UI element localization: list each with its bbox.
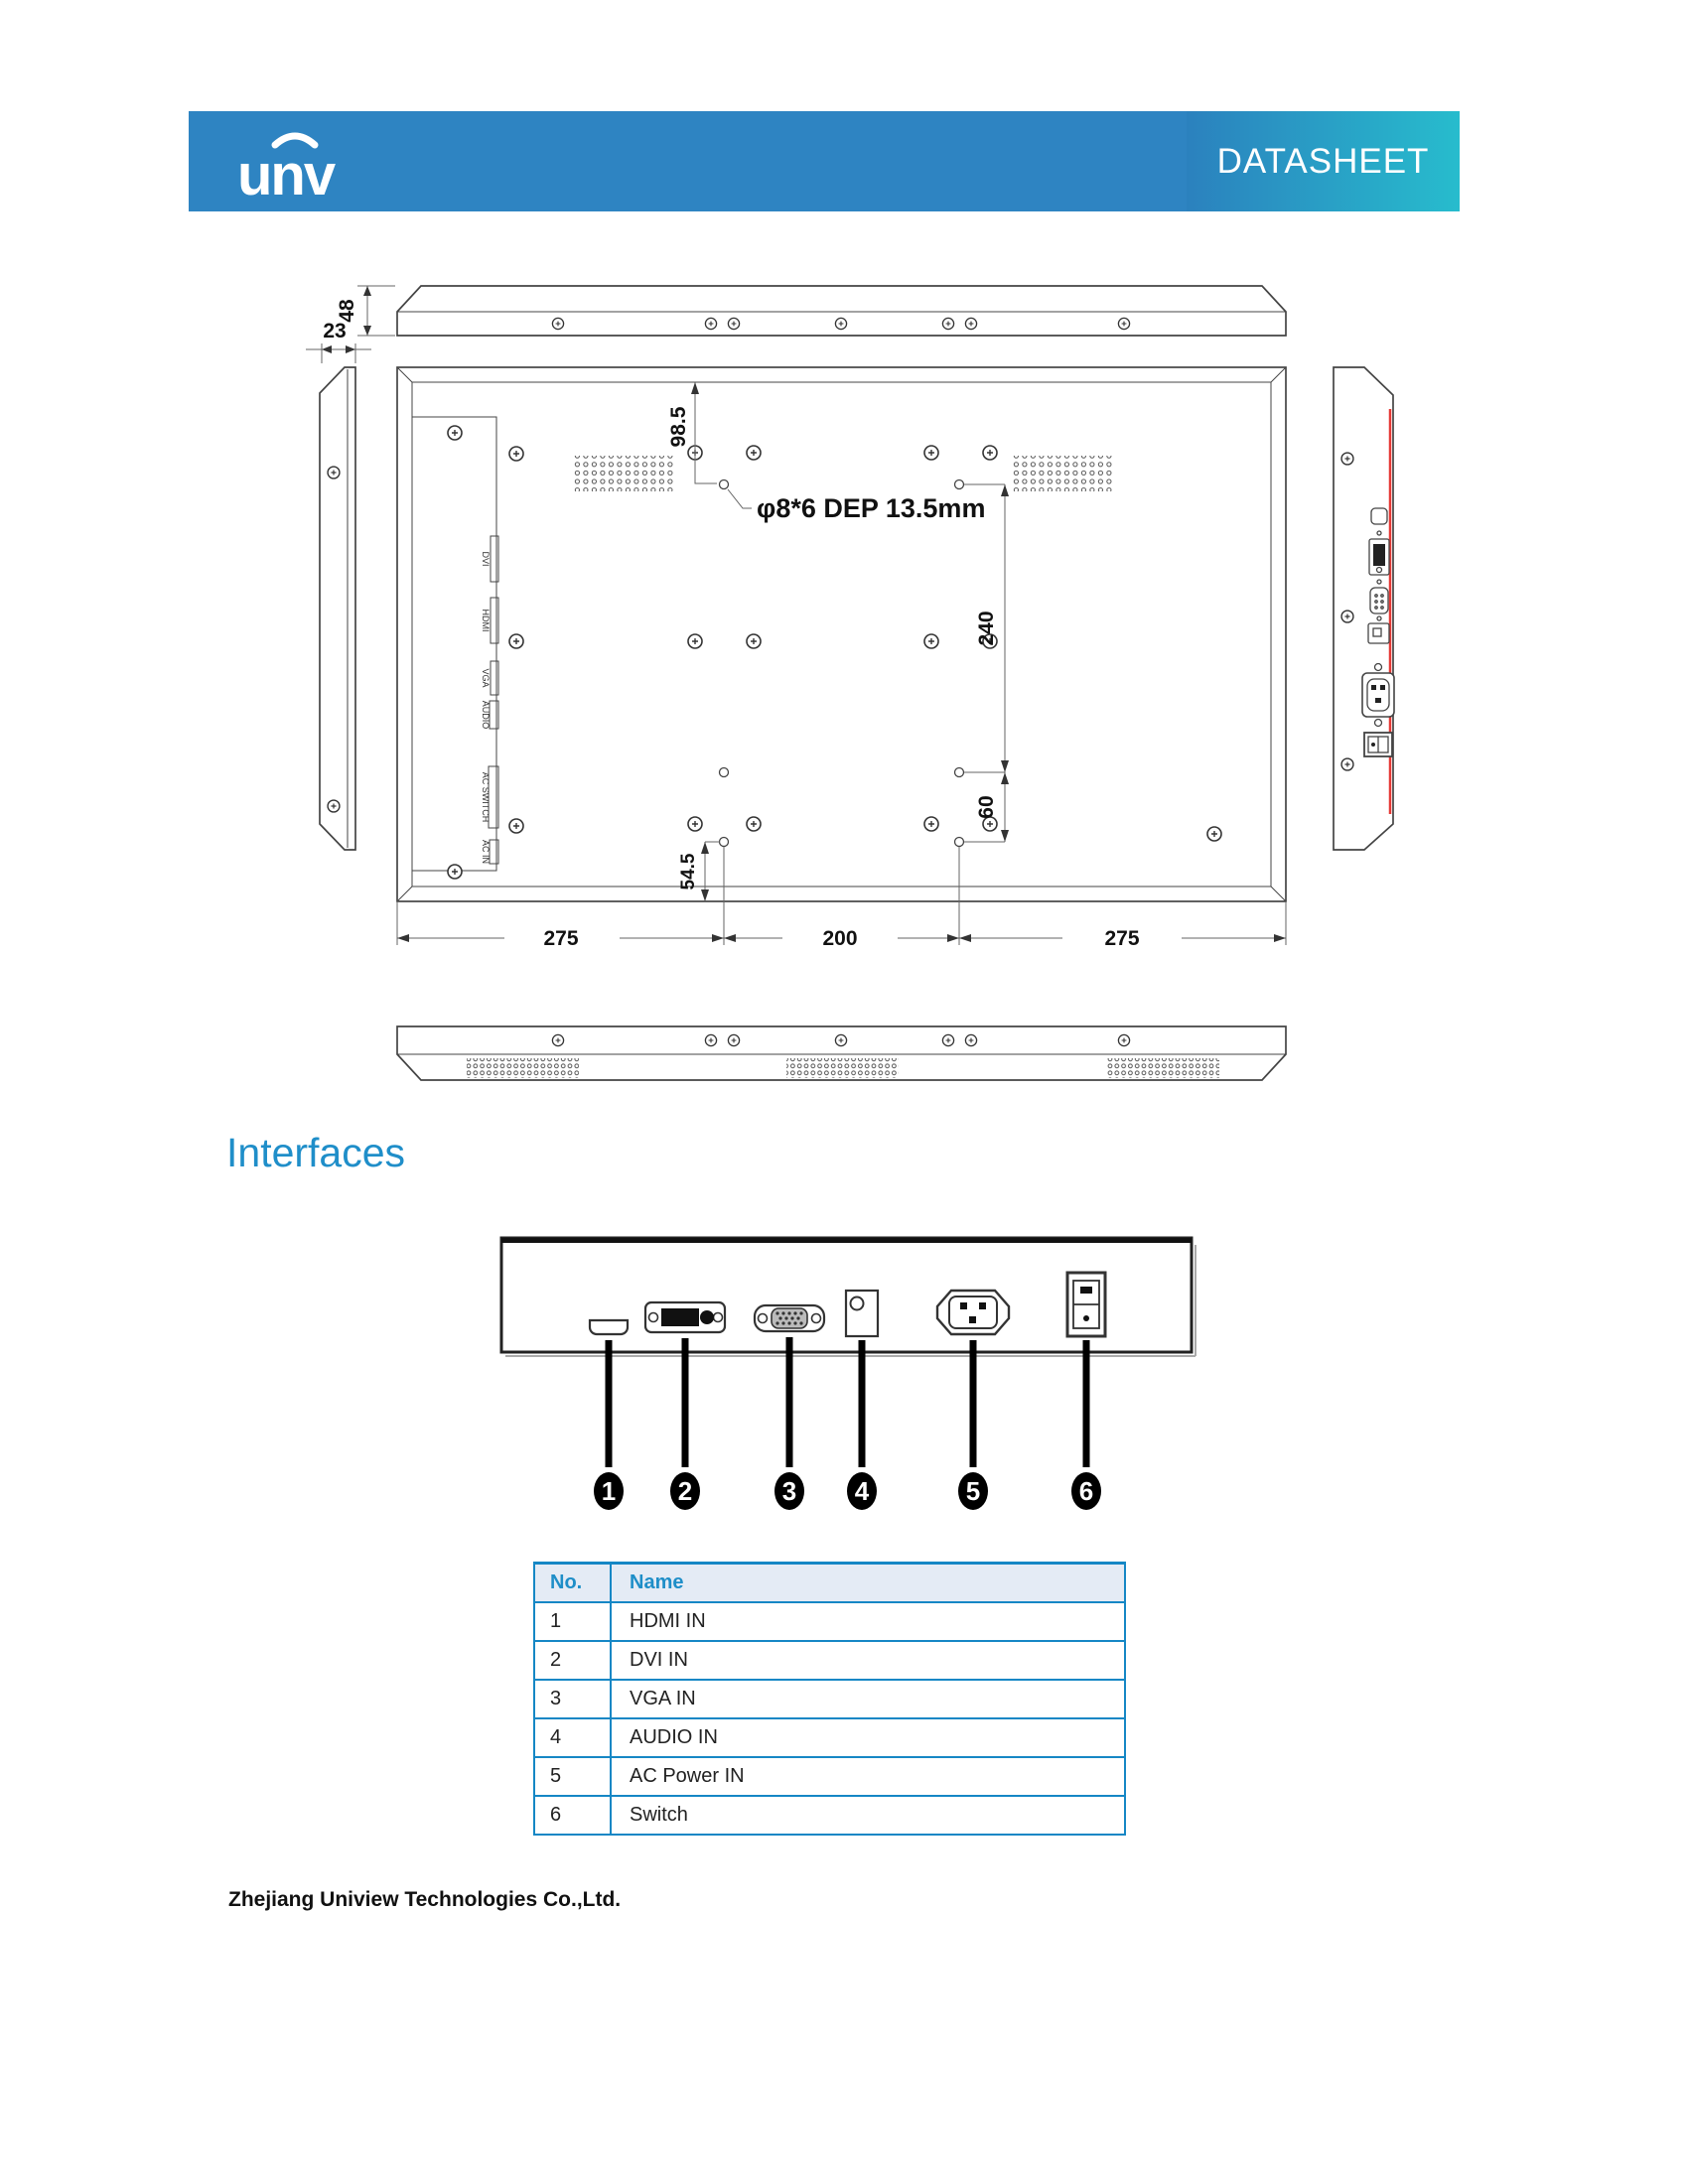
dim-275-left-label: 275: [543, 927, 579, 950]
row-4-no: 4: [534, 1718, 611, 1757]
unv-logo-text: unv: [237, 143, 335, 205]
port-label-ac-in: AC IN: [481, 839, 491, 865]
dim-275-right-label: 275: [1104, 927, 1140, 950]
hdmi-connector: [590, 1320, 628, 1334]
interfaces-heading: Interfaces: [226, 1130, 406, 1175]
port-label-dvi: DVI: [481, 551, 491, 567]
port-label-hdmi: HDMI: [481, 609, 491, 632]
bottom-view: [397, 1026, 1286, 1080]
vent-grid-left: [574, 456, 673, 491]
row-6-name: Switch: [611, 1796, 1125, 1835]
row-6-no: 6: [534, 1796, 611, 1835]
dim-60-label: 60: [975, 795, 998, 819]
callout-badges: [594, 1472, 1101, 1510]
interfaces-table: [533, 1562, 1126, 1836]
unv-logo-icon: [223, 121, 392, 205]
row-3-name: VGA IN: [611, 1680, 1125, 1718]
left-side-view: [320, 367, 355, 850]
callout-4: 4: [854, 1476, 870, 1506]
datasheet-badge: DATASHEET: [1187, 111, 1460, 211]
table-row: [534, 1602, 1125, 1641]
right-side-view: [1334, 367, 1394, 850]
table-header-row: [534, 1564, 1125, 1603]
unv-logo: [223, 121, 392, 205]
audio-connector: [846, 1291, 878, 1336]
dim-23: [306, 320, 371, 363]
table-row: [534, 1641, 1125, 1680]
table-row: [534, 1796, 1125, 1835]
callout-5: 5: [965, 1476, 981, 1506]
vent-grid-right: [1013, 456, 1112, 491]
row-5-name: AC Power IN: [611, 1757, 1125, 1796]
port-label-vga: VGA: [481, 668, 491, 688]
interfaces-diagram: [477, 1221, 1211, 1519]
port-label-ac-switch: AC SWITCH: [481, 771, 491, 823]
col-header-name: Name: [611, 1564, 1125, 1603]
callout-3: 3: [781, 1476, 797, 1506]
dim-54-5-label: 54.5: [678, 853, 699, 890]
dvi-connector: [645, 1302, 725, 1332]
row-1-name: HDMI IN: [611, 1602, 1125, 1641]
row-4-name: AUDIO IN: [611, 1718, 1125, 1757]
dim-98-5-label: 98.5: [667, 406, 690, 448]
company-footer: Zhejiang Uniview Technologies Co.,Ltd.: [228, 1888, 622, 1911]
hole-note-label: φ8*6 DEP 13.5mm: [757, 493, 986, 523]
ac-power-connector: [937, 1291, 1009, 1334]
row-2-name: DVI IN: [611, 1641, 1125, 1680]
callout-2: 2: [677, 1476, 693, 1506]
dim-48-label: 48: [336, 299, 358, 323]
header-bar: [189, 111, 1460, 211]
dim-240-label: 240: [975, 611, 998, 646]
side-vga-port: [1370, 588, 1388, 614]
callout-6: 6: [1078, 1476, 1094, 1506]
top-view: [336, 286, 1286, 336]
back-view: [397, 367, 1286, 950]
switch-connector: [1067, 1273, 1105, 1336]
col-header-no: No.: [534, 1564, 611, 1603]
vga-connector: [755, 1305, 824, 1331]
dim-23-label: 23: [323, 320, 347, 342]
row-1-no: 1: [534, 1602, 611, 1641]
side-hdmi-port: [1371, 508, 1387, 524]
bottom-vent-right: [1107, 1058, 1219, 1078]
table-row: [534, 1680, 1125, 1718]
bottom-vent-left: [467, 1058, 579, 1078]
hole-note: [728, 489, 985, 523]
port-label-audio: AUDIO: [481, 700, 491, 730]
bottom-vent-center: [786, 1058, 899, 1078]
callout-1: 1: [601, 1476, 617, 1506]
dim-200-label: 200: [822, 927, 858, 950]
row-5-no: 5: [534, 1757, 611, 1796]
row-3-no: 3: [534, 1680, 611, 1718]
table-row: [534, 1757, 1125, 1796]
row-2-no: 2: [534, 1641, 611, 1680]
table-row: [534, 1718, 1125, 1757]
dimension-drawing: [288, 258, 1440, 1102]
